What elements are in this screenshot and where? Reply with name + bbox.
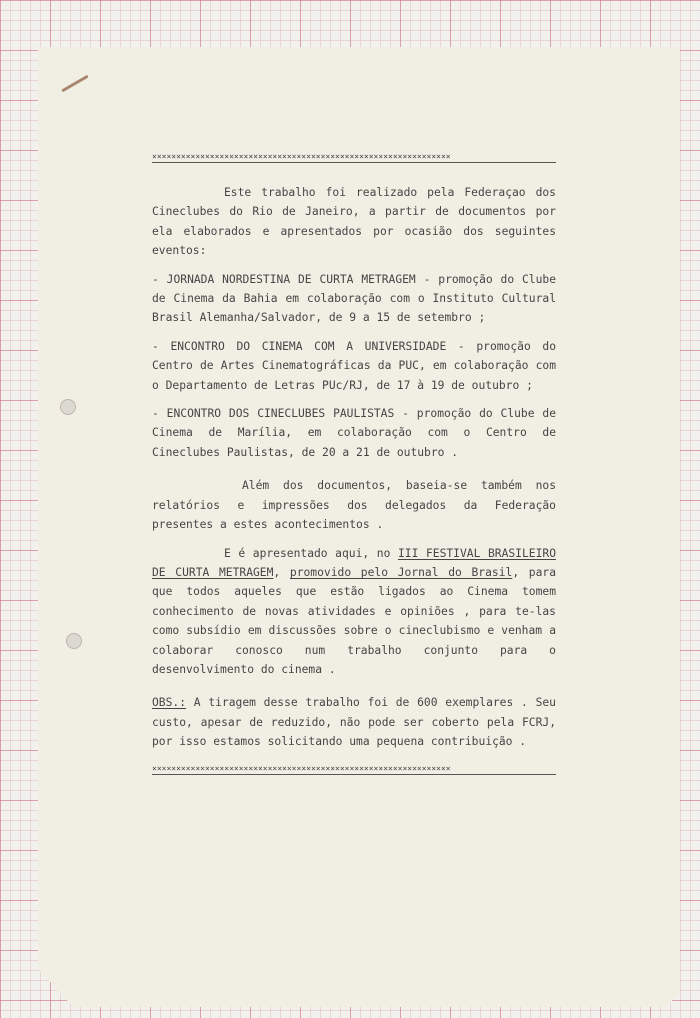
punch-hole-top — [60, 399, 76, 415]
event-2-title: - ENCONTRO DO CINEMA COM A UNIVERSIDADE — [152, 339, 447, 353]
event-1-text: - promoção do Clube de Cinema da Bahia em colaboração com o Instituto Cultural Brasil Alemanha/Salvador, de 9 a 15 de setembro ; — [152, 272, 557, 325]
event-3 — [152, 404, 556, 462]
intro-paragraph: Este trabalho foi realizado pela Federaçao dos Cineclubes do Rio de Janeiro, a partir de documentos por ela elaborados e apresentados por ocasião dos seguintes eventos: — [152, 186, 556, 258]
event-2-text: - promoção do Centro de Artes Cinematográficas da PUC, em colaboração com o Departamento de Letras PUc/RJ, de 17 à 19 de outubro ; — [152, 339, 556, 392]
obs-label: OBS.: — [152, 696, 187, 710]
pen-mark — [61, 75, 88, 93]
festival-name: III FESTIVAL BRASILEIRO DE CURTA METRAGEM — [152, 546, 556, 579]
event-2 — [152, 337, 556, 395]
obs-text: A tiragem desse trabalho foi de 600 exemplares . Seu custo, apesar de reduzido, não pode ser coberto pela FCRJ, por isso estamos solicitando uma pequena contribuição . — [152, 696, 556, 749]
event-3-text: - promoção do Clube de Cinema de Marília, em colaboração com o Centro de Cineclubes Paulistas, de 20 a 21 de outubro . — [152, 407, 556, 459]
top-rule: ×××××××××××××××××××××××××××××××××××××××××××××××××××××××××××××× — [152, 152, 556, 163]
event-1 — [152, 270, 556, 328]
festival-paragraph — [152, 544, 556, 680]
typed-text-block — [152, 152, 556, 775]
obs-paragraph — [152, 693, 556, 751]
festival-lead: E é apresentado aqui, no — [224, 546, 398, 560]
event-3-title: - ENCONTRO DOS CINECLUBES PAULISTAS — [152, 407, 395, 421]
bottom-rule: ×××××××××××××××××××××××××××××××××××××××××××××××××××××××××××××× — [152, 764, 556, 775]
festival-promoter: promovido pelo Jornal do Brasil — [289, 565, 513, 579]
festival-rest: , para que todos aqueles que estão ligados ao Cinema tomem conhecimento de novas atividades e opiniões , para te-las como subsídio em discussões sobre o cineclubismo e venham a colaborar conosco num trabalho conjunto para o desenvolvimento do cinema . — [152, 565, 557, 676]
festival-comma: , — [273, 565, 290, 579]
documents-paragraph: Além dos documentos, baseia-se também nos relatórios e impressões dos delegados da Federação presentes a estes acontecimentos . — [152, 479, 556, 532]
event-1-title: - JORNADA NORDESTINA DE CURTA METRAGEM — [152, 272, 416, 286]
punch-hole-bottom — [66, 633, 82, 649]
